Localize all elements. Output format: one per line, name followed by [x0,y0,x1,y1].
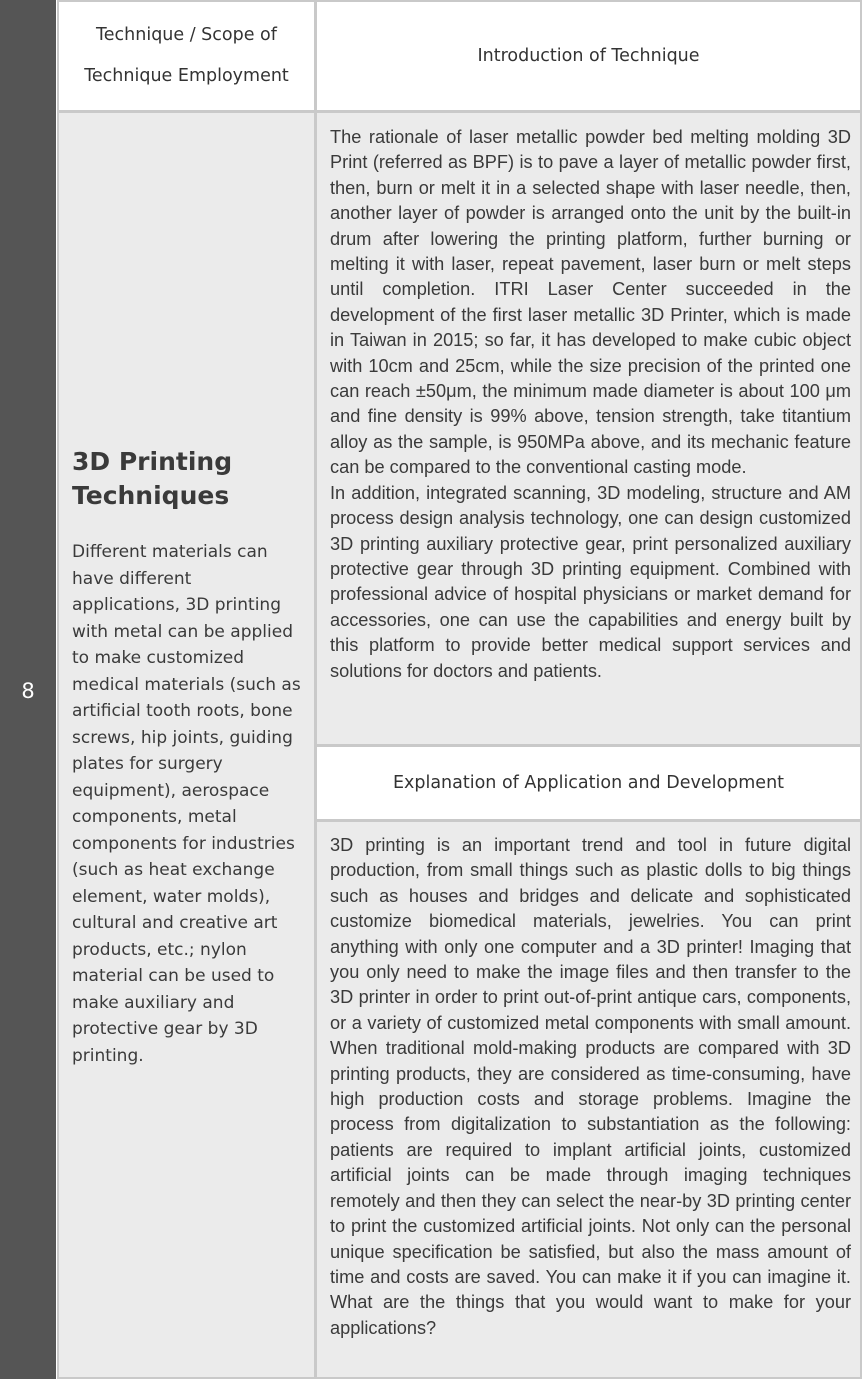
header-introduction-label: Introduction of Technique [477,46,700,66]
technique-title: 3D Printing Techniques [72,447,233,510]
header-technique-scope-label: Technique / Scope of Technique Employment [84,25,289,86]
application-text: 3D printing is an important trend and tool in future digital production, from small things such as plastic dolls to big things such as houses and bridges and delicate and sophisticated customize biomedical materials, jewelries. You can print anything with only one computer and a 3D printer! Imaging that you only need to make the image files and then transfer to the 3D printer in order to print out-of-print antique cars, components, or a variety of customized metal components with small amount. When traditional mold-making products are compared with 3D printing products, they are considered as time-consuming, have high production costs and storage problems. Imagine the process from digitalization to substantiation as the following: patients are required to implant artificial joints, customized artificial joints can be made through imaging techniques remotely and then they can select the near-by 3D printing center to print the customized artificial joints. Not only can the personal unique specification be satisfied, but also the mass amount of time and costs are saved. You can make it if you can imagine it. What are the things that you would want to make for your applications? [330,835,851,1338]
header-technique-scope [57,0,316,112]
introduction-cell [315,111,862,746]
introduction-paragraph-1: The rationale of laser metallic powder bed melting molding 3D Print (referred as BPF) is to pave a layer of metallic powder first, then, burn or melt it in a selected shape with laser needle, then, another layer of powder is arranged onto the unit by the built-in drum after lowering the printing platform, further burning or melting it with laser, repeat pavement, laser burn or melt steps until completion. ITRI Laser Center succeeded in the development of the first laser metallic 3D Printer, which is made in Taiwan in 2015; so far, it has developed to make cubic object with 10cm and 25cm, while the size precision of the printed one can reach ±50μm, the minimum made diameter is about 100 μm and fine density is 99% above, tension strength, take titantium alloy as the sample, is 950MPa above, and its mechanic feature can be compared to the conventional casting mode. [330,127,851,478]
introduction-paragraph-2: In addition, integrated scanning, 3D modeling, structure and AM process design analysis technology, one can design customized 3D printing auxiliary protective gear, print personalized auxiliary protective gear through 3D printing equipment. Combined with professional advice of hospital physicians or market demand for accessories, one can use the capabilities and energy built by this platform to provide better medical support services and solutions for doctors and patients. [330,482,851,681]
technique-description: Different materials can have different applications, 3D printing with metal can be applied to make customized medical materials (such as artificial tooth roots, bone screws, hip joints, guiding plates for surgery equipment), aerospace components, metal components for industries (such as heat exchange element, water molds), cultural and creative art products, etc.; nylon material can be used to make auxiliary and protective gear by 3D printing. [72,542,301,1066]
header-application [315,745,862,821]
technique-cell [57,111,316,1379]
header-introduction [315,0,862,112]
row-number-cell [0,0,56,1379]
header-application-label: Explanation of Application and Development [392,773,785,793]
row-number: 8 [21,678,35,703]
application-cell [315,820,862,1379]
